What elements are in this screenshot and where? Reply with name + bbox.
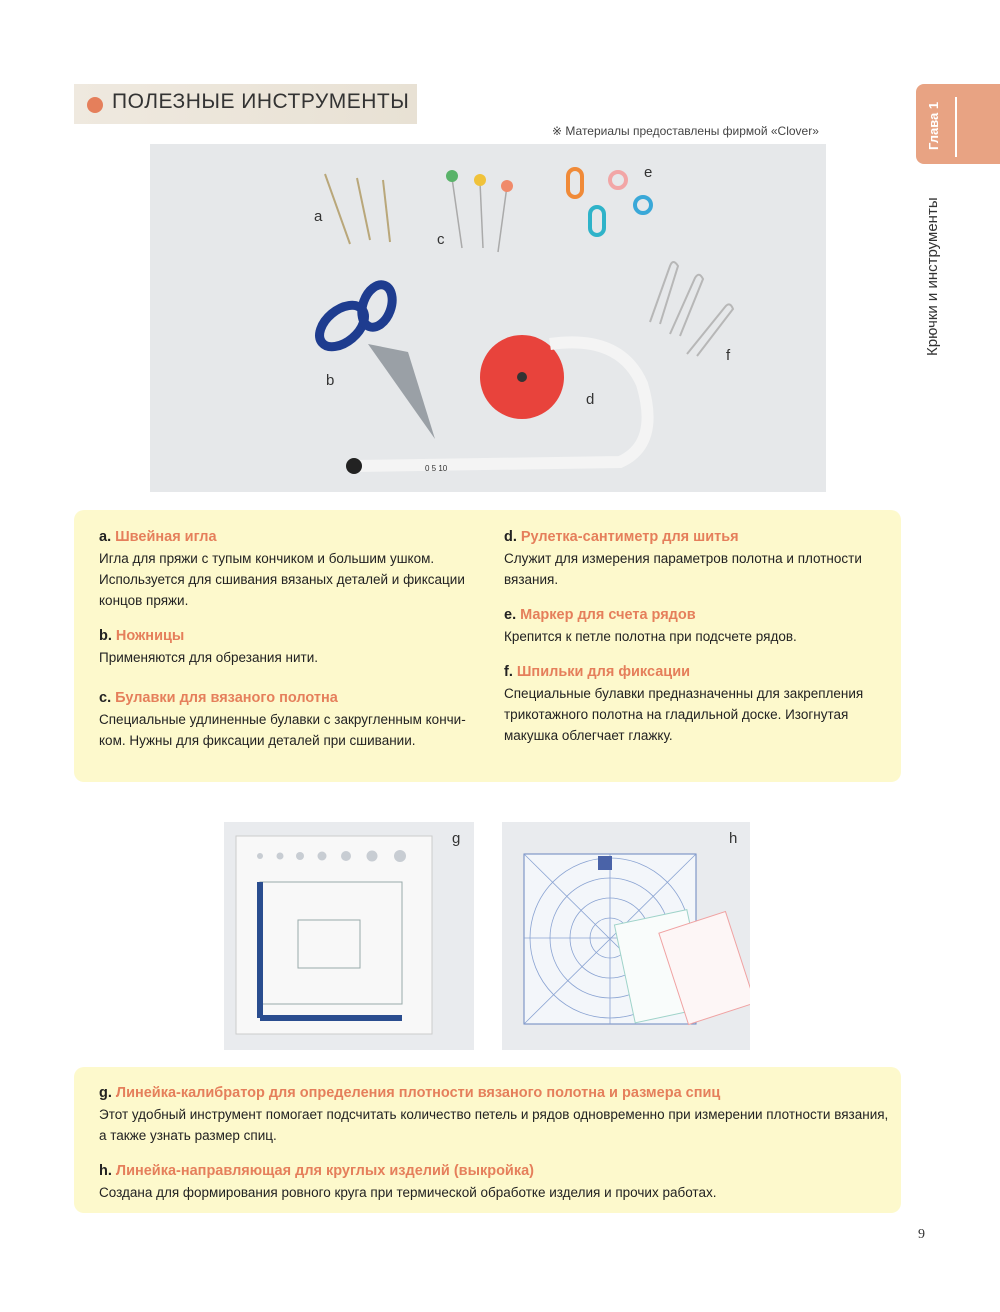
item-e-desc: Крепится к петле полотна при подсчете рядов. <box>504 629 797 644</box>
item-b-title: Ножницы <box>115 628 185 644</box>
item-d-letter: d. <box>504 529 517 545</box>
label-f: f <box>726 347 731 364</box>
item-c <box>99 688 489 751</box>
item-g-title: Линейка-калибратор для определения плотности вязаного полотна и размера спиц <box>115 1085 721 1101</box>
section-label: Крючки и инструменты <box>924 197 941 356</box>
item-c-desc: Специальные удлиненные булавки с закругленным кончи-ком. Нужны для фиксации деталей при сшивании. <box>99 712 466 748</box>
item-a-desc: Игла для пряжи с тупым кончиком и большим ушком. Используется для сшивания вязаных деталей и фиксации концов пряжи. <box>99 551 465 608</box>
tape-numbers: 0 5 10 <box>425 464 448 473</box>
item-f-desc: Специальные булавки предназначенны для закрепления трикотажного полотна на гладильной доске. Изогнутая макушка облегчает глажку. <box>504 686 864 743</box>
item-h-title: Линейка-направляющая для круглых изделий (выкройка) <box>115 1163 534 1179</box>
item-c-letter: c. <box>99 690 112 706</box>
tools-illustration <box>150 144 826 492</box>
item-b-letter: b. <box>99 628 112 644</box>
label-h: h <box>729 830 738 847</box>
scissors <box>312 281 435 439</box>
circle-guide-illustration <box>502 822 750 1050</box>
item-f-letter: f. <box>504 664 513 680</box>
item-a <box>99 527 489 611</box>
item-h-letter: h. <box>99 1163 112 1179</box>
chapter-label: Глава 1 <box>926 101 941 151</box>
item-e-letter: e. <box>504 607 517 623</box>
label-d: d <box>586 391 595 408</box>
pins <box>452 178 507 252</box>
page-number: 9 <box>918 1227 925 1242</box>
item-e <box>504 605 894 647</box>
item-g-letter: g. <box>99 1085 112 1101</box>
item-b-desc: Применяются для обрезания нити. <box>99 650 318 665</box>
label-c: c <box>437 231 445 248</box>
item-g <box>99 1083 899 1146</box>
note-text: Материалы предоставлены фирмой «Clover» <box>565 124 819 138</box>
label-b: b <box>326 372 335 389</box>
item-g-desc: Этот удобный инструмент помогает подсчитать количество петель и рядов одновременно при измерении плотности вязания, а также узнать размер спиц. <box>99 1107 889 1143</box>
yarn-needles <box>325 174 390 244</box>
chapter-tab-divider <box>955 97 957 157</box>
item-d-desc: Служит для измерения параметров полотна и плотности вязания. <box>504 551 862 587</box>
item-b <box>99 626 489 668</box>
item-h <box>99 1161 899 1203</box>
label-g: g <box>452 830 461 847</box>
item-c-title: Булавки для вязаного полотна <box>115 690 338 706</box>
item-e-title: Маркер для счета рядов <box>520 607 696 623</box>
item-f-title: Шпильки для фиксации <box>516 664 691 680</box>
label-e: e <box>644 164 653 181</box>
row-markers <box>568 169 651 235</box>
item-d-title: Рулетка-сантиметр для шитья <box>520 529 739 545</box>
label-a: a <box>314 208 323 225</box>
item-a-letter: a. <box>99 529 112 545</box>
title-bullet-icon <box>87 97 103 113</box>
blocking-pins <box>650 262 733 356</box>
note-mark: ※ <box>552 124 563 138</box>
circle-guide-photo <box>502 822 750 1050</box>
gauge-ruler-photo <box>224 822 474 1050</box>
gauge-ruler-illustration <box>224 822 474 1050</box>
item-a-title: Швейная игла <box>115 529 217 545</box>
item-h-desc: Создана для формирования ровного круга при термической обработке изделия и прочих работах. <box>99 1185 717 1200</box>
credits-note <box>552 124 819 138</box>
page-title: ПОЛЕЗНЫЕ ИНСТРУМЕНТЫ <box>112 90 410 113</box>
item-f <box>504 662 894 746</box>
tools-photo <box>150 144 826 492</box>
item-d <box>504 527 894 590</box>
